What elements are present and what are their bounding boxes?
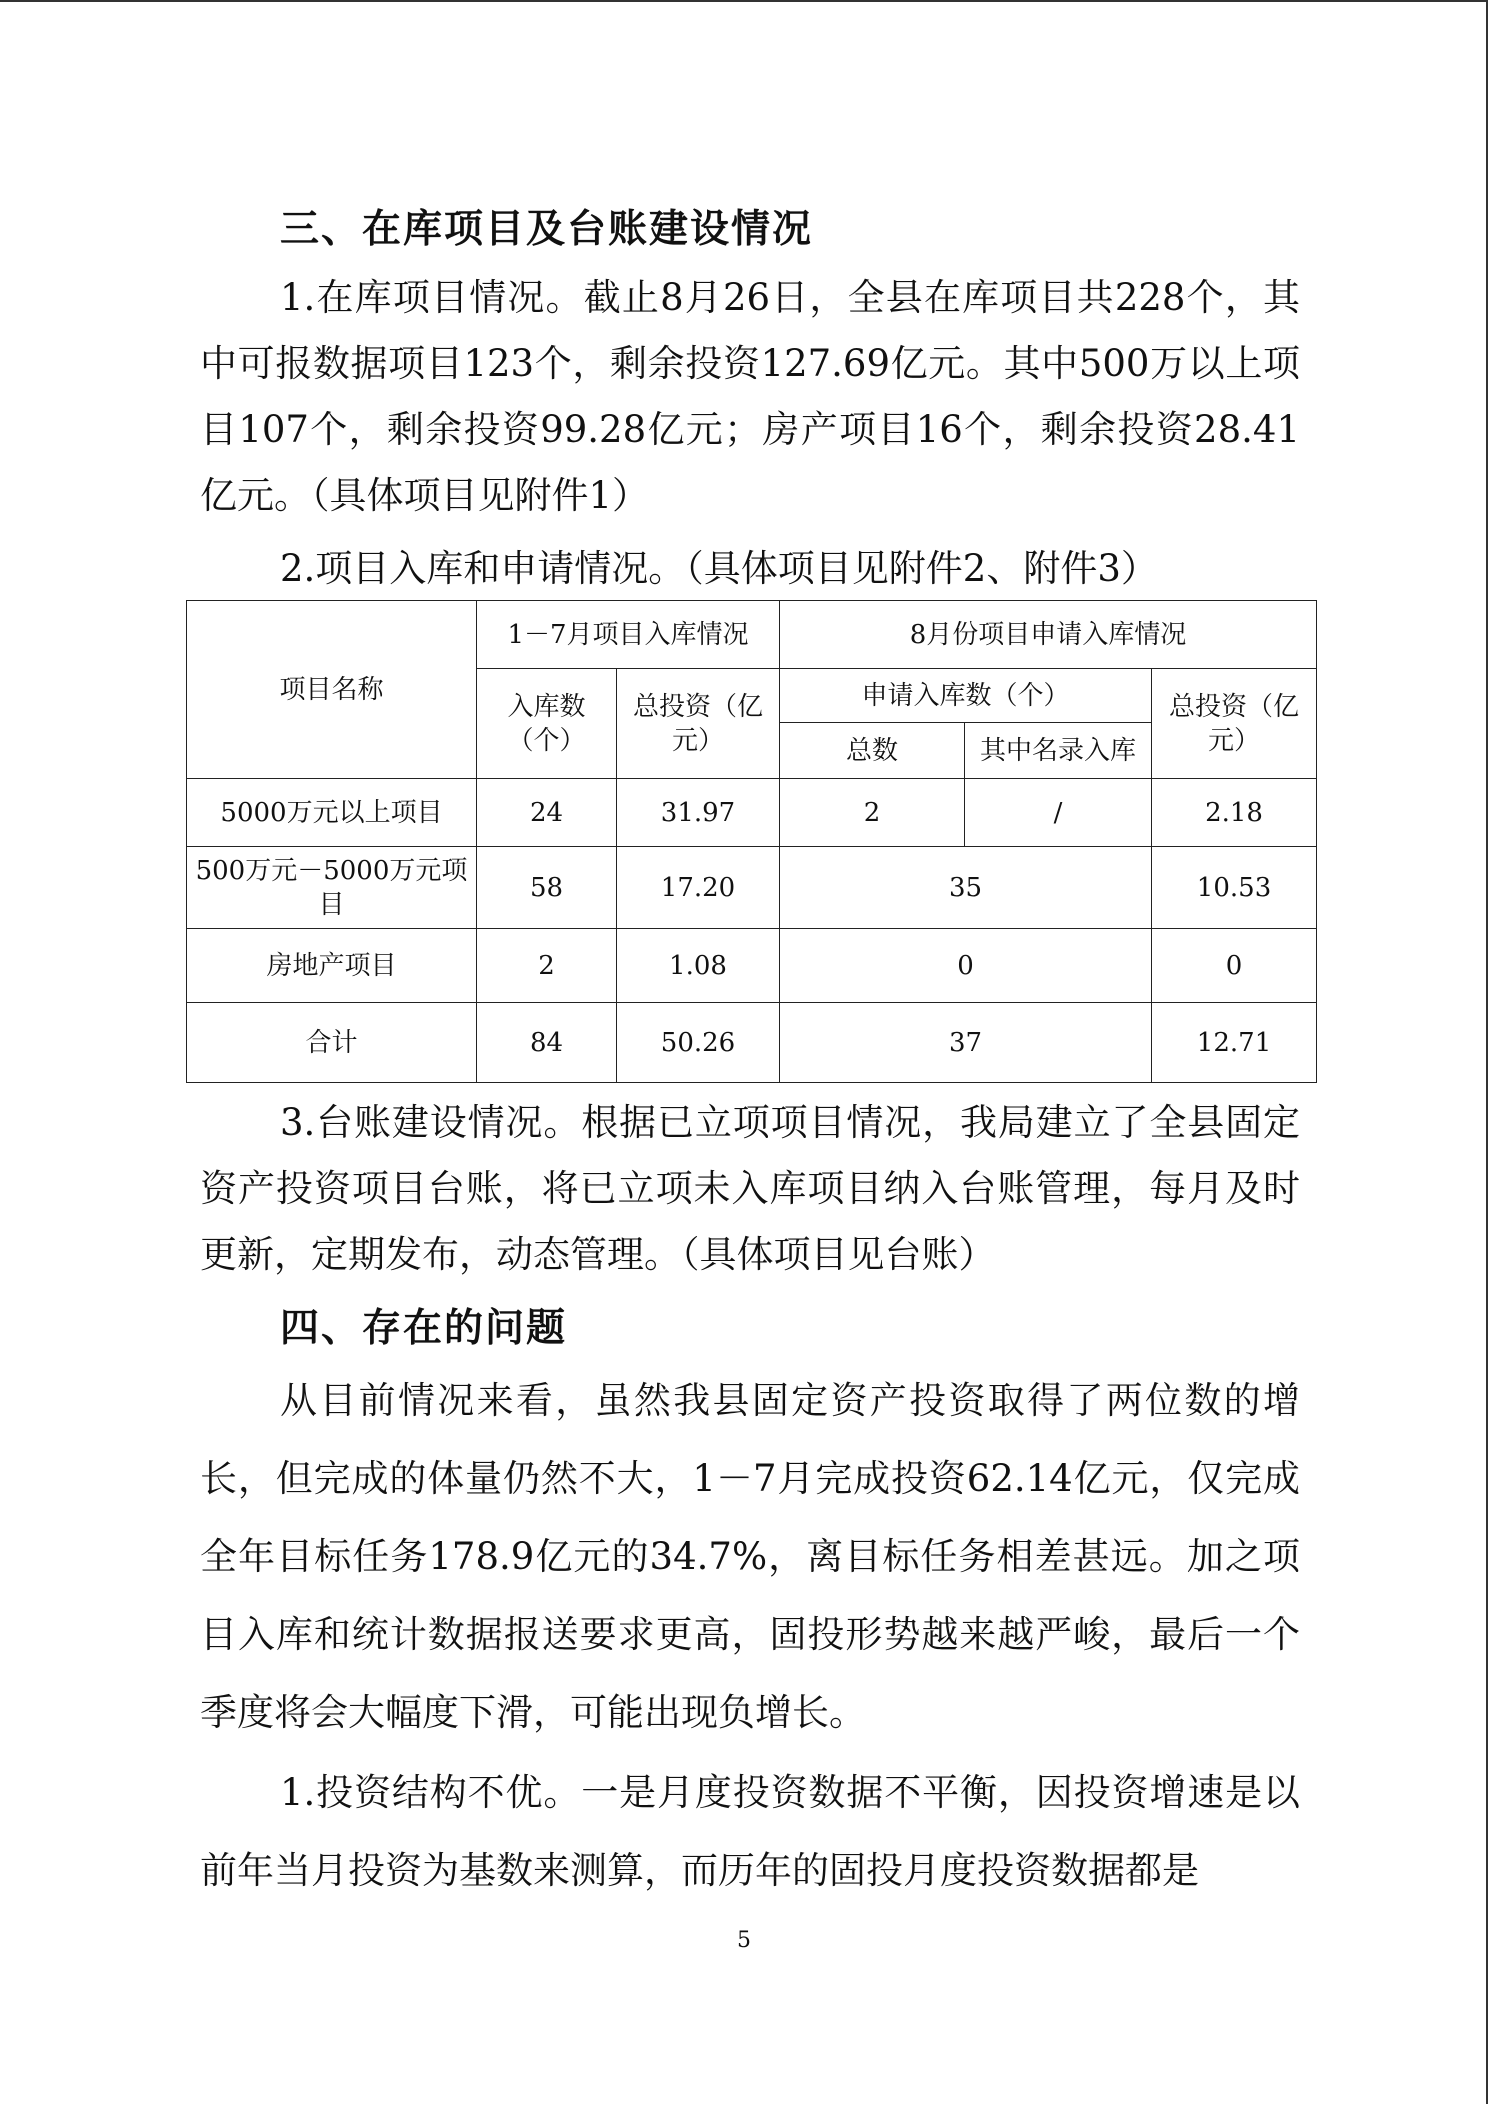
header-apply-count: 申请入库数（个） bbox=[780, 669, 1152, 723]
row-name: 5000万元以上项目 bbox=[187, 779, 477, 847]
project-entry-table bbox=[186, 600, 1317, 1083]
section4-heading: 四、存在的问题 bbox=[280, 1306, 568, 1351]
header-project-name: 项目名称 bbox=[187, 601, 477, 779]
header-total-investment: 总投资（亿元） bbox=[617, 669, 780, 779]
page-number: 5 bbox=[737, 1928, 751, 1953]
paragraph-project-entry: 2.项目入库和申请情况。（具体项目见附件2、附件3） bbox=[280, 547, 1158, 590]
row-count: 24 bbox=[477, 779, 617, 847]
header-listed-entry: 其中名录入库 bbox=[965, 723, 1152, 779]
row-count: 2 bbox=[477, 929, 617, 1003]
row-apply-investment: 0 bbox=[1152, 929, 1317, 1003]
row-name: 房地产项目 bbox=[187, 929, 477, 1003]
row-apply-investment: 12.71 bbox=[1152, 1003, 1317, 1083]
table-row bbox=[187, 929, 1317, 1003]
row-investment: 1.08 bbox=[617, 929, 780, 1003]
row-apply-total: 37 bbox=[780, 1003, 1152, 1083]
table-row bbox=[187, 847, 1317, 929]
row-apply-total: 35 bbox=[780, 847, 1152, 929]
paragraph-problems: 从目前情况来看，虽然我县固定资产投资取得了两位数的增长，但完成的体量仍然不大，1－7月完成投资62.14亿元，仅完成全年目标任务178.9亿元的34.7%，离目标任务相差甚远。加之项目入库和统计数据报送要求更高，固投形势越来越严峻，最后一个季度将会大幅度下滑，可能出现负增长。 bbox=[200, 1379, 1300, 1734]
paragraph-ledger: 3.台账建设情况。根据已立项项目情况，我局建立了全县固定资产投资项目台账，将已立项未入库项目纳入台账管理，每月及时更新，定期发布，动态管理。（具体项目见台账） bbox=[200, 1101, 1300, 1276]
header-apply-investment: 总投资（亿元） bbox=[1152, 669, 1317, 779]
row-investment: 50.26 bbox=[617, 1003, 780, 1083]
row-name: 合计 bbox=[187, 1003, 477, 1083]
row-listed: / bbox=[965, 779, 1152, 847]
paragraph-in-library-projects: 1.在库项目情况。截止8月26日，全县在库项目共228个，其中可报数据项目123个，剩余投资127.69亿元。其中500万以上项目107个，剩余投资99.28亿元；房产项目16个，剩余投资28.41亿元。（具体项目见附件1） bbox=[200, 276, 1300, 517]
row-count: 58 bbox=[477, 847, 617, 929]
table-row bbox=[187, 779, 1317, 847]
row-investment: 17.20 bbox=[617, 847, 780, 929]
row-name: 500万元－5000万元项目 bbox=[187, 847, 477, 929]
row-count: 84 bbox=[477, 1003, 617, 1083]
row-apply-total: 2 bbox=[780, 779, 965, 847]
header-entry-count: 入库数（个） bbox=[477, 669, 617, 779]
section3-heading: 三、在库项目及台账建设情况 bbox=[280, 207, 814, 252]
row-apply-investment: 2.18 bbox=[1152, 779, 1317, 847]
table-row-total bbox=[187, 1003, 1317, 1083]
header-group-jan-jul: 1－7月项目入库情况 bbox=[477, 601, 780, 669]
row-apply-total: 0 bbox=[780, 929, 1152, 1003]
table-header-row-1 bbox=[187, 601, 1317, 669]
paragraph-investment-structure: 1.投资结构不优。一是月度投资数据不平衡，因投资增速是以前年当月投资为基数来测算，而历年的固投月度投资数据都是 bbox=[200, 1771, 1300, 1892]
header-apply-total: 总数 bbox=[780, 723, 965, 779]
header-group-august: 8月份项目申请入库情况 bbox=[780, 601, 1317, 669]
row-investment: 31.97 bbox=[617, 779, 780, 847]
row-apply-investment: 10.53 bbox=[1152, 847, 1317, 929]
page-top-border bbox=[0, 0, 1488, 2]
